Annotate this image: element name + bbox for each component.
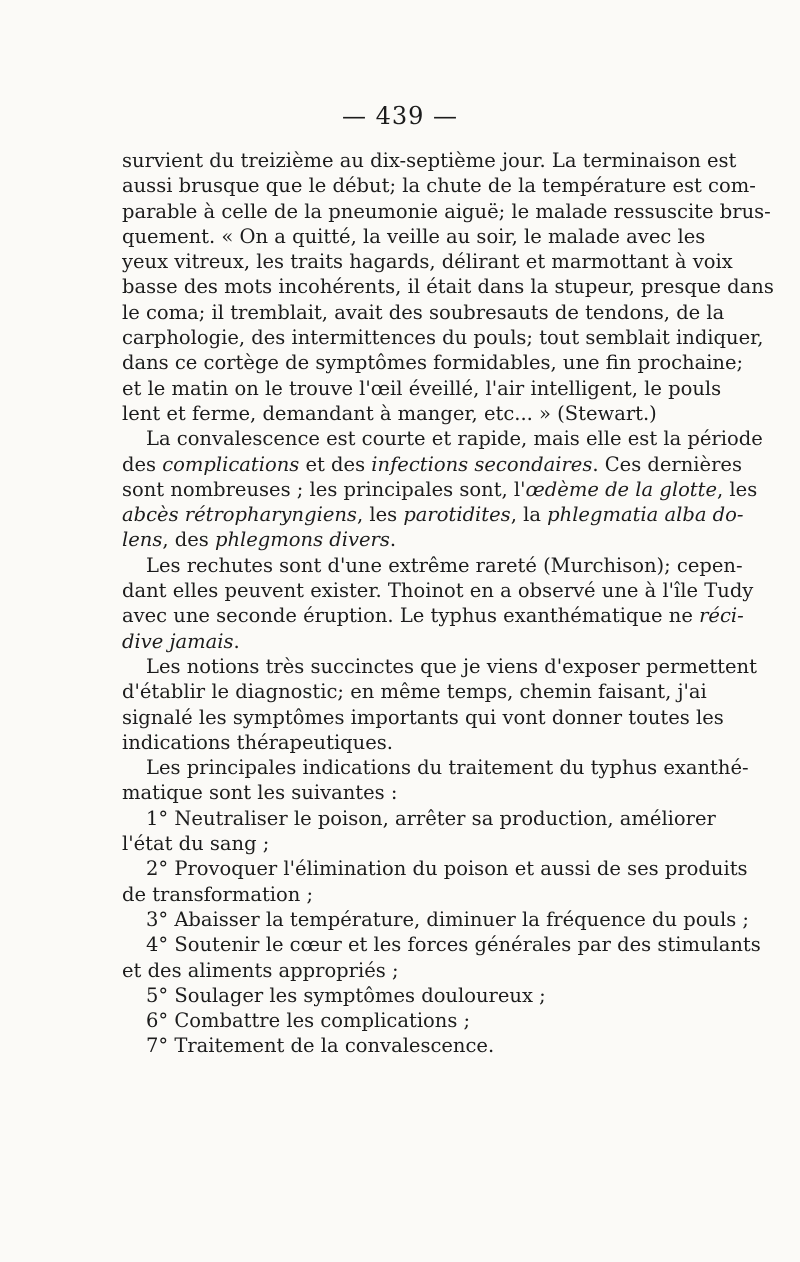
text-run: 1° Neutraliser le poison, arrêter sa production, améliorer [146,806,716,830]
text-line [122,603,744,628]
text-line [122,148,737,173]
italic-text: parotidites [403,503,511,527]
text-run: indications thérapeutiques. [122,730,393,754]
text-run: yeux vitreux, les traits hagards, délirant et marmottant à voix [122,250,733,274]
text-line [122,452,742,477]
text-line [122,325,764,350]
text-run: signalé les symptômes importants qui vont donner toutes les [122,705,724,729]
text-run: 3° Abaisser la température, diminuer la fréquence du pouls ; [146,907,750,931]
text-run: 4° Soutenir le cœur et les forces générales par des stimulants [146,933,761,957]
text-run: 6° Combattre les complications ; [146,1009,471,1033]
text-line [122,249,733,274]
text-line [122,173,756,198]
text-run: . Ces dernières [592,452,742,476]
text-line [122,553,743,578]
text-run: et des aliments appropriés ; [122,958,399,982]
text-line [122,654,757,679]
text-run: lent et ferme, demandant à manger, etc... » (Stewart.) [122,401,657,425]
text-line [122,527,678,552]
text-run: 2° Provoquer l'élimination du poison et aussi de ses produits [146,857,748,881]
text-run: le coma; il tremblait, avait des soubresauts de tendons, de la [122,300,725,324]
text-run: . [389,528,397,552]
text-line [122,932,761,957]
text-run: l'état du sang ; [122,832,270,856]
text-run: aussi brusque que le début; la chute de la température est com- [122,174,756,198]
italic-text: abcès rétropharyngiens [122,503,357,527]
text-run: La convalescence est courte et rapide, mais elle est la période [146,427,763,451]
text-line [122,907,750,932]
italic-text: œdème de la glotte [525,477,718,501]
text-run: avec une seconde éruption. Le typhus exanthématique ne [122,604,700,628]
text-line [122,578,754,603]
text-run: d'établir le diagnostic; en même temps, chemin faisant, j'ai [122,680,707,704]
text-run: matique sont les suivantes : [122,781,398,805]
text-line [122,629,678,654]
text-line [122,1033,678,1058]
text-line [122,1008,678,1033]
italic-text: complications [162,452,300,476]
italic-text: infections secondaires [371,452,593,476]
text-run: dant elles peuvent exister. Thoinot en a observé une à l'île Tudy [122,579,754,603]
text-line [122,376,722,401]
text-run: dans ce cortège de symptômes formidables, une fin prochaine; [122,351,744,375]
text-run: 5° Soulager les symptômes douloureux ; [146,983,546,1007]
text-run: , la [510,503,548,527]
body-text [122,148,774,1059]
text-line [122,831,678,856]
italic-text: phlegmatia alba do- [547,503,744,527]
italic-text: réci- [699,604,744,628]
text-line [122,274,774,299]
text-line [122,426,763,451]
text-run: parable à celle de la pneumonie aiguë; le malade ressuscite brus- [122,199,771,223]
text-line [122,401,678,426]
text-run: sont nombreuses ; les principales sont, l' [122,477,526,501]
text-line [122,856,748,881]
text-run: , les [356,503,404,527]
text-line [122,199,771,224]
text-run: de transformation ; [122,882,314,906]
text-line [122,882,678,907]
text-line [122,806,716,831]
text-line [122,983,678,1008]
text-run: quement. « On a quitté, la veille au soir, le malade avec les [122,224,706,248]
text-run: et des [299,452,372,476]
text-run: Les principales indications du traitement du typhus exanthé- [146,756,749,780]
text-line [122,958,678,983]
text-line [122,705,724,730]
italic-text: dive jamais [122,629,234,653]
text-run: , des [162,528,215,552]
text-run: . [233,629,240,653]
text-line [122,350,744,375]
text-run: carphologie, des intermittences du pouls; tout semblait indiquer, [122,326,764,350]
italic-text: lens [122,528,163,552]
text-run: basse des mots incohérents, il était dans la stupeur, presque dans [122,275,774,299]
text-line [122,224,706,249]
text-run: survient du treizième au dix-septième jour. La terminaison est [122,149,737,172]
text-run: Les rechutes sont d'une extrême rareté (Murchison); cepen- [146,553,743,577]
text-line [122,679,707,704]
text-line [122,502,744,527]
page-number: — 439 — [341,102,459,130]
text-run: et le matin on le trouve l'œil éveillé, l'air intelligent, le pouls [122,376,722,400]
text-run: Les notions très succinctes que je viens d'exposer permettent [146,654,757,678]
italic-text: phlegmons divers [214,528,390,552]
text-run: 7° Traitement de la convalescence. [146,1034,495,1058]
text-line [122,300,725,325]
text-line [122,730,678,755]
text-run: , les [717,477,758,501]
text-run: des [122,452,163,476]
text-line [122,780,678,805]
text-line [122,755,749,780]
text-line [122,477,758,502]
